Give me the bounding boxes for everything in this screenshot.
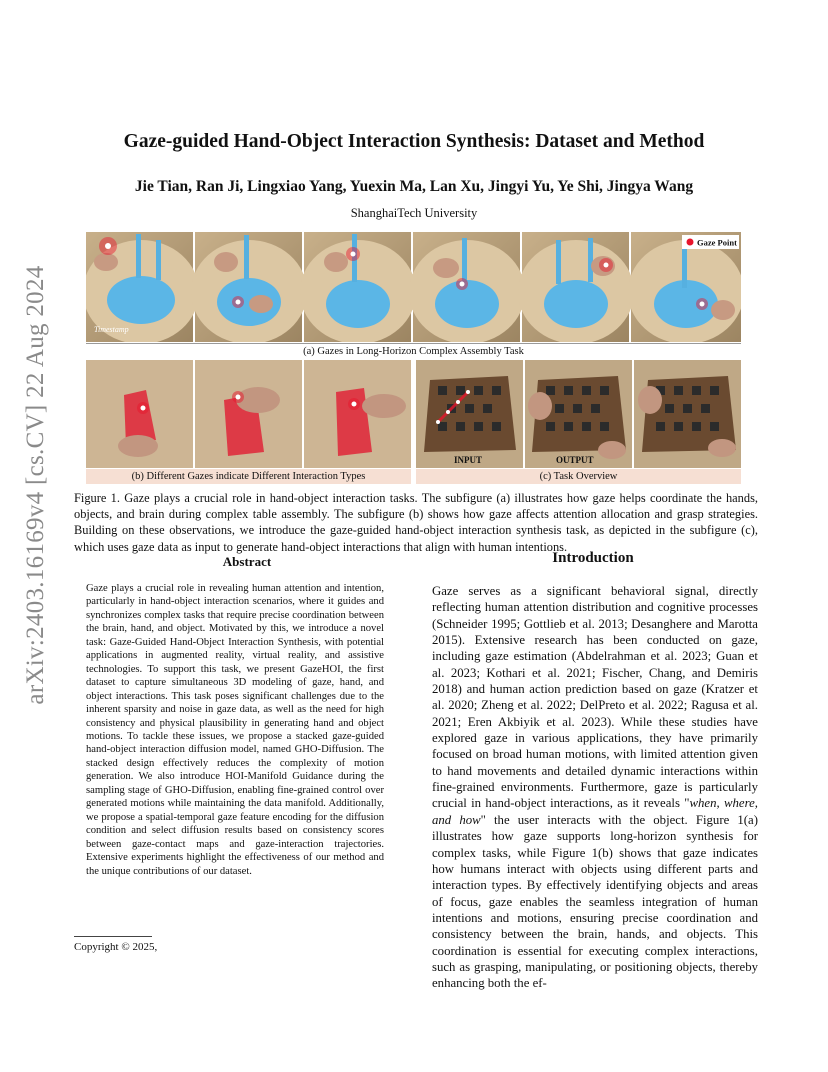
subcaption-c: (c) Task Overview <box>416 469 741 484</box>
output-label: OUTPUT <box>556 455 594 465</box>
frame-4 <box>409 232 525 342</box>
intro-emphasis: when, where, and how <box>432 796 758 827</box>
paper-title: Gaze-guided Hand-Object Interaction Synthesis: Dataset and Method <box>123 131 705 152</box>
figure-1 <box>86 232 741 484</box>
paper-affiliation: ShanghaiTech University <box>350 206 478 220</box>
figure-row-b <box>86 360 411 468</box>
input-label: INPUT <box>454 455 483 465</box>
arxiv-id: arXiv:2403.16169v4 [cs.CV] 22 Aug 2024 <box>22 265 49 705</box>
timestamp-label: Timestamp <box>94 325 129 334</box>
introduction-text <box>432 583 758 992</box>
grasp-frame-2 <box>195 360 302 468</box>
frame-6 <box>628 232 741 342</box>
figure-caption: Figure 1. Gaze plays a crucial role in hand-object interaction tasks. The subfigure (a) illustrates how gaze helps coordinate the hands, objects, and brain during complex table assembly. The subfigure (b) shows how gaze affects attention allocation and grasp strategies. Building on these observations, we introduce the gaze-guided hand-object interaction synthesis task, as depicted in the subfigure (c), which uses gaze data as input to generate hand-object interactions that align with human intentions. <box>74 491 758 554</box>
frame-1 <box>86 232 199 342</box>
grasp-frame-1 <box>86 360 193 468</box>
frame-3 <box>300 232 416 342</box>
figure-row-a <box>86 232 741 342</box>
frame-5 <box>518 232 634 342</box>
footnote-rule <box>74 936 152 937</box>
abstract-text: Gaze plays a crucial role in revealing human attention and intention, particularly in hand-object interaction scenarios, where it guides and synchronizes complex tasks that require precise coordination between the brain, hand, and object. Motivated by this, we introduce a novel task: Gaze-Guided Hand-Object Interaction Synthesis, with potential applications in augmented reality, virtual reality, and assistive technologies. To support this task, we present GazeHOI, the first dataset to capture simultaneous 3D modeling of gaze, hand, and object interactions. This task poses significant challenges due to the inherent sparsity and noise in gaze data, as well as the need for high consistency and physical plausibility in generating hand and object motions. To tackle these issues, we propose a stacked gaze-guided hand-object interaction diffusion model, named GHO-Diffusion. The stacked design effectively reduces the complexity of motion generation. We also introduce HOI-Manifold Guidance during the sampling stage of GHO-Diffusion, enabling fine-grained control over generated motions while maintaining the data manifold. Additionally, we propose a spatial-temporal gaze feature encoding for the diffusion condition and select diffusion results based on consistency scores between gaze-contact maps and gaze-interaction trajectories. Extensive experiments highlight the effectiveness of our method and the unique contributions of our dataset. <box>86 583 384 877</box>
frame-2 <box>191 232 307 342</box>
arxiv-sidebar <box>16 265 56 705</box>
subcaption-a: (a) Gazes in Long-Horizon Complex Assembly Task <box>86 343 741 359</box>
paper-authors: Jie Tian, Ran Ji, Lingxiao Yang, Yuexin Ma, Lan Xu, Jingyi Yu, Ye Shi, Jingya Wang <box>134 178 694 195</box>
introduction-heading: Introduction <box>552 550 634 566</box>
chess-output-2 <box>634 360 741 468</box>
grasp-frame-3 <box>304 360 411 468</box>
intro-part-2: " the user interacts with the object. Figure 1(a) illustrates how gaze supports long-horizon synthesis for complex tasks, while Figure 1(b) shows that gaze indicates how humans interact with objects using different parts and interaction types. By effectively identifying objects and areas of focus, gaze enables the seamless integration of human intentions and motions, ensuring precise coordination and consistency between the brain, hands, and objects. This coordination is essential for executing complex interactions, such as grasping, manipulating, or positioning objects, thereby enhancing both the ef- <box>432 812 758 991</box>
gaze-point-legend: Gaze Point <box>697 237 737 248</box>
intro-part-1: Gaze serves as a significant behavioral signal, directly reflecting human attention distribution and cognitive processes (Schneider 1995; Gottlieb et al. 2013; Desanghere and Marotta 2015). Extensive research has been conducted on gaze, including gaze estimation (Abdelrahman et al. 2023; Guan et al. 2023; Kothari et al. 2021; Fischer, Chang, and Demiris 2018) and human action prediction based on gaze (Kratzer et al. 2020; Zheng et al. 2022; DelPreto et al. 2022; Ragusa et al. 2021; Eren Akbiyik et al. 2023). While these studies have explored gaze in various applications, they have primarily focused on broad human motions, with limited attention given to hand movements and detailed dynamic interactions within fine-grained environments. Furthermore, gaze is particularly crucial in hand-object interactions, as it reveals " <box>432 584 758 811</box>
figure-row-c <box>416 360 741 468</box>
subcaption-b: (b) Different Gazes indicate Different Interaction Types <box>86 469 411 484</box>
chess-input <box>416 360 523 468</box>
copyright-notice: Copyright © 2025, <box>74 941 158 953</box>
gaze-point-legend-icon <box>687 239 694 246</box>
chess-output-1 <box>525 360 632 468</box>
abstract-heading: Abstract <box>222 554 272 569</box>
